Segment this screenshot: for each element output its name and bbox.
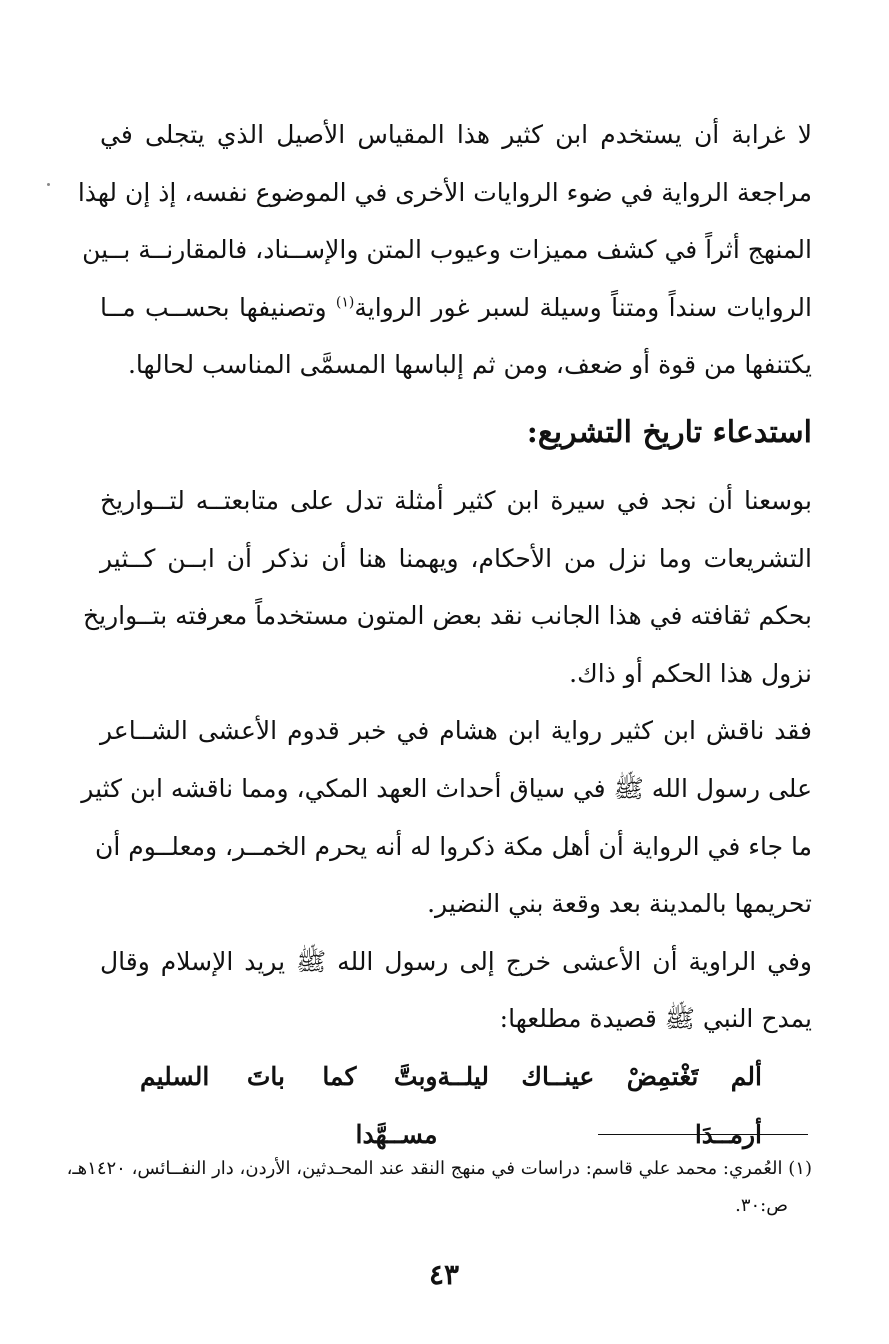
page-number: ٤٣ <box>428 1258 460 1291</box>
verse-second-hemistich: وبتَّ كما باتَ السليم مســهَّدا <box>140 1061 438 1149</box>
text-line: على رسول الله ﷺ في سياق أحداث العهد المكي، ومما ناقشه ابن كثير <box>81 773 812 803</box>
footnote-separator <box>598 1134 808 1135</box>
text-line: نزول هذا الحكم أو ذاك. <box>569 658 812 688</box>
text-line: ما جاء في الرواية أن أهل مكة ذكروا له أنه يحرم الخمــر، ومعلــوم أن <box>95 831 812 861</box>
text-line: لا غرابة أن يستخدم ابن كثير هذا المقياس الأصيل الذي يتجلى في <box>100 120 812 149</box>
section-heading: استدعاء تاريخ التشريع: <box>526 414 812 450</box>
text-line: المنهج أثراً في كشف مميزات وعيوب المتن والإســناد، فالمقارنــة بــين <box>82 235 812 265</box>
text-segment: الروايات سنداً ومتناً وسيلة لسبر غور الرواية <box>354 292 812 322</box>
paragraph <box>77 106 812 394</box>
footnote-line: (١) العُمري: محمد علي قاسم: دراسات في منهج النقد عند المحـدثين، الأردن، دار النفــائس، ١٤٢٠هـ، <box>66 1158 812 1179</box>
text-line: وفي الراوية أن الأعشى خرج إلى رسول الله ﷺ يريد الإسلام وقال <box>100 946 812 976</box>
text-line <box>100 279 812 337</box>
poem-verse <box>100 1048 812 1149</box>
text-line: يمدح النبي ﷺ قصيدة مطلعها: <box>499 1004 812 1034</box>
text-line: بوسعنا أن نجد في سيرة ابن كثير أمثلة تدل على متابعتــه لتــواريخ <box>100 485 812 515</box>
paragraph <box>82 472 812 702</box>
paragraph <box>100 933 812 1048</box>
text-line: يكتنفها من قوة أو ضعف، ومن ثم إلباسها المسمَّى المناسب لحالها. <box>127 350 812 380</box>
text-line: بحكم ثقافته في هذا الجانب نقد بعض المتون مستخدماً معرفته بتــواريخ <box>82 601 812 631</box>
footnote <box>66 1150 812 1224</box>
footnote-line: ص:٣٠. <box>735 1195 788 1216</box>
verse-first-hemistich: ألم تَغْتمِضْ عينــاك ليلــة أرمــدَا <box>437 1061 762 1149</box>
main-text <box>77 106 812 1149</box>
text-line: مراجعة الرواية في ضوء الروايات الأخرى في الموضوع نفسه، إذ إن لهذا <box>77 177 812 207</box>
margin-speck <box>47 183 50 186</box>
text-line: فقد ناقش ابن كثير رواية ابن هشام في خبر قدوم الأعشى الشــاعر <box>100 716 812 746</box>
text-segment: وتصنيفها بحســب مــا <box>100 292 336 322</box>
text-line: تحريمها بالمدينة بعد وقعة بني النضير. <box>427 889 812 919</box>
footnote-reference[interactable]: (١) <box>335 294 355 311</box>
text-line: التشريعات وما نزل من الأحكام، ويهمنا هنا أن نذكر أن ابــن كــثير <box>100 543 812 573</box>
paragraph <box>81 702 812 932</box>
